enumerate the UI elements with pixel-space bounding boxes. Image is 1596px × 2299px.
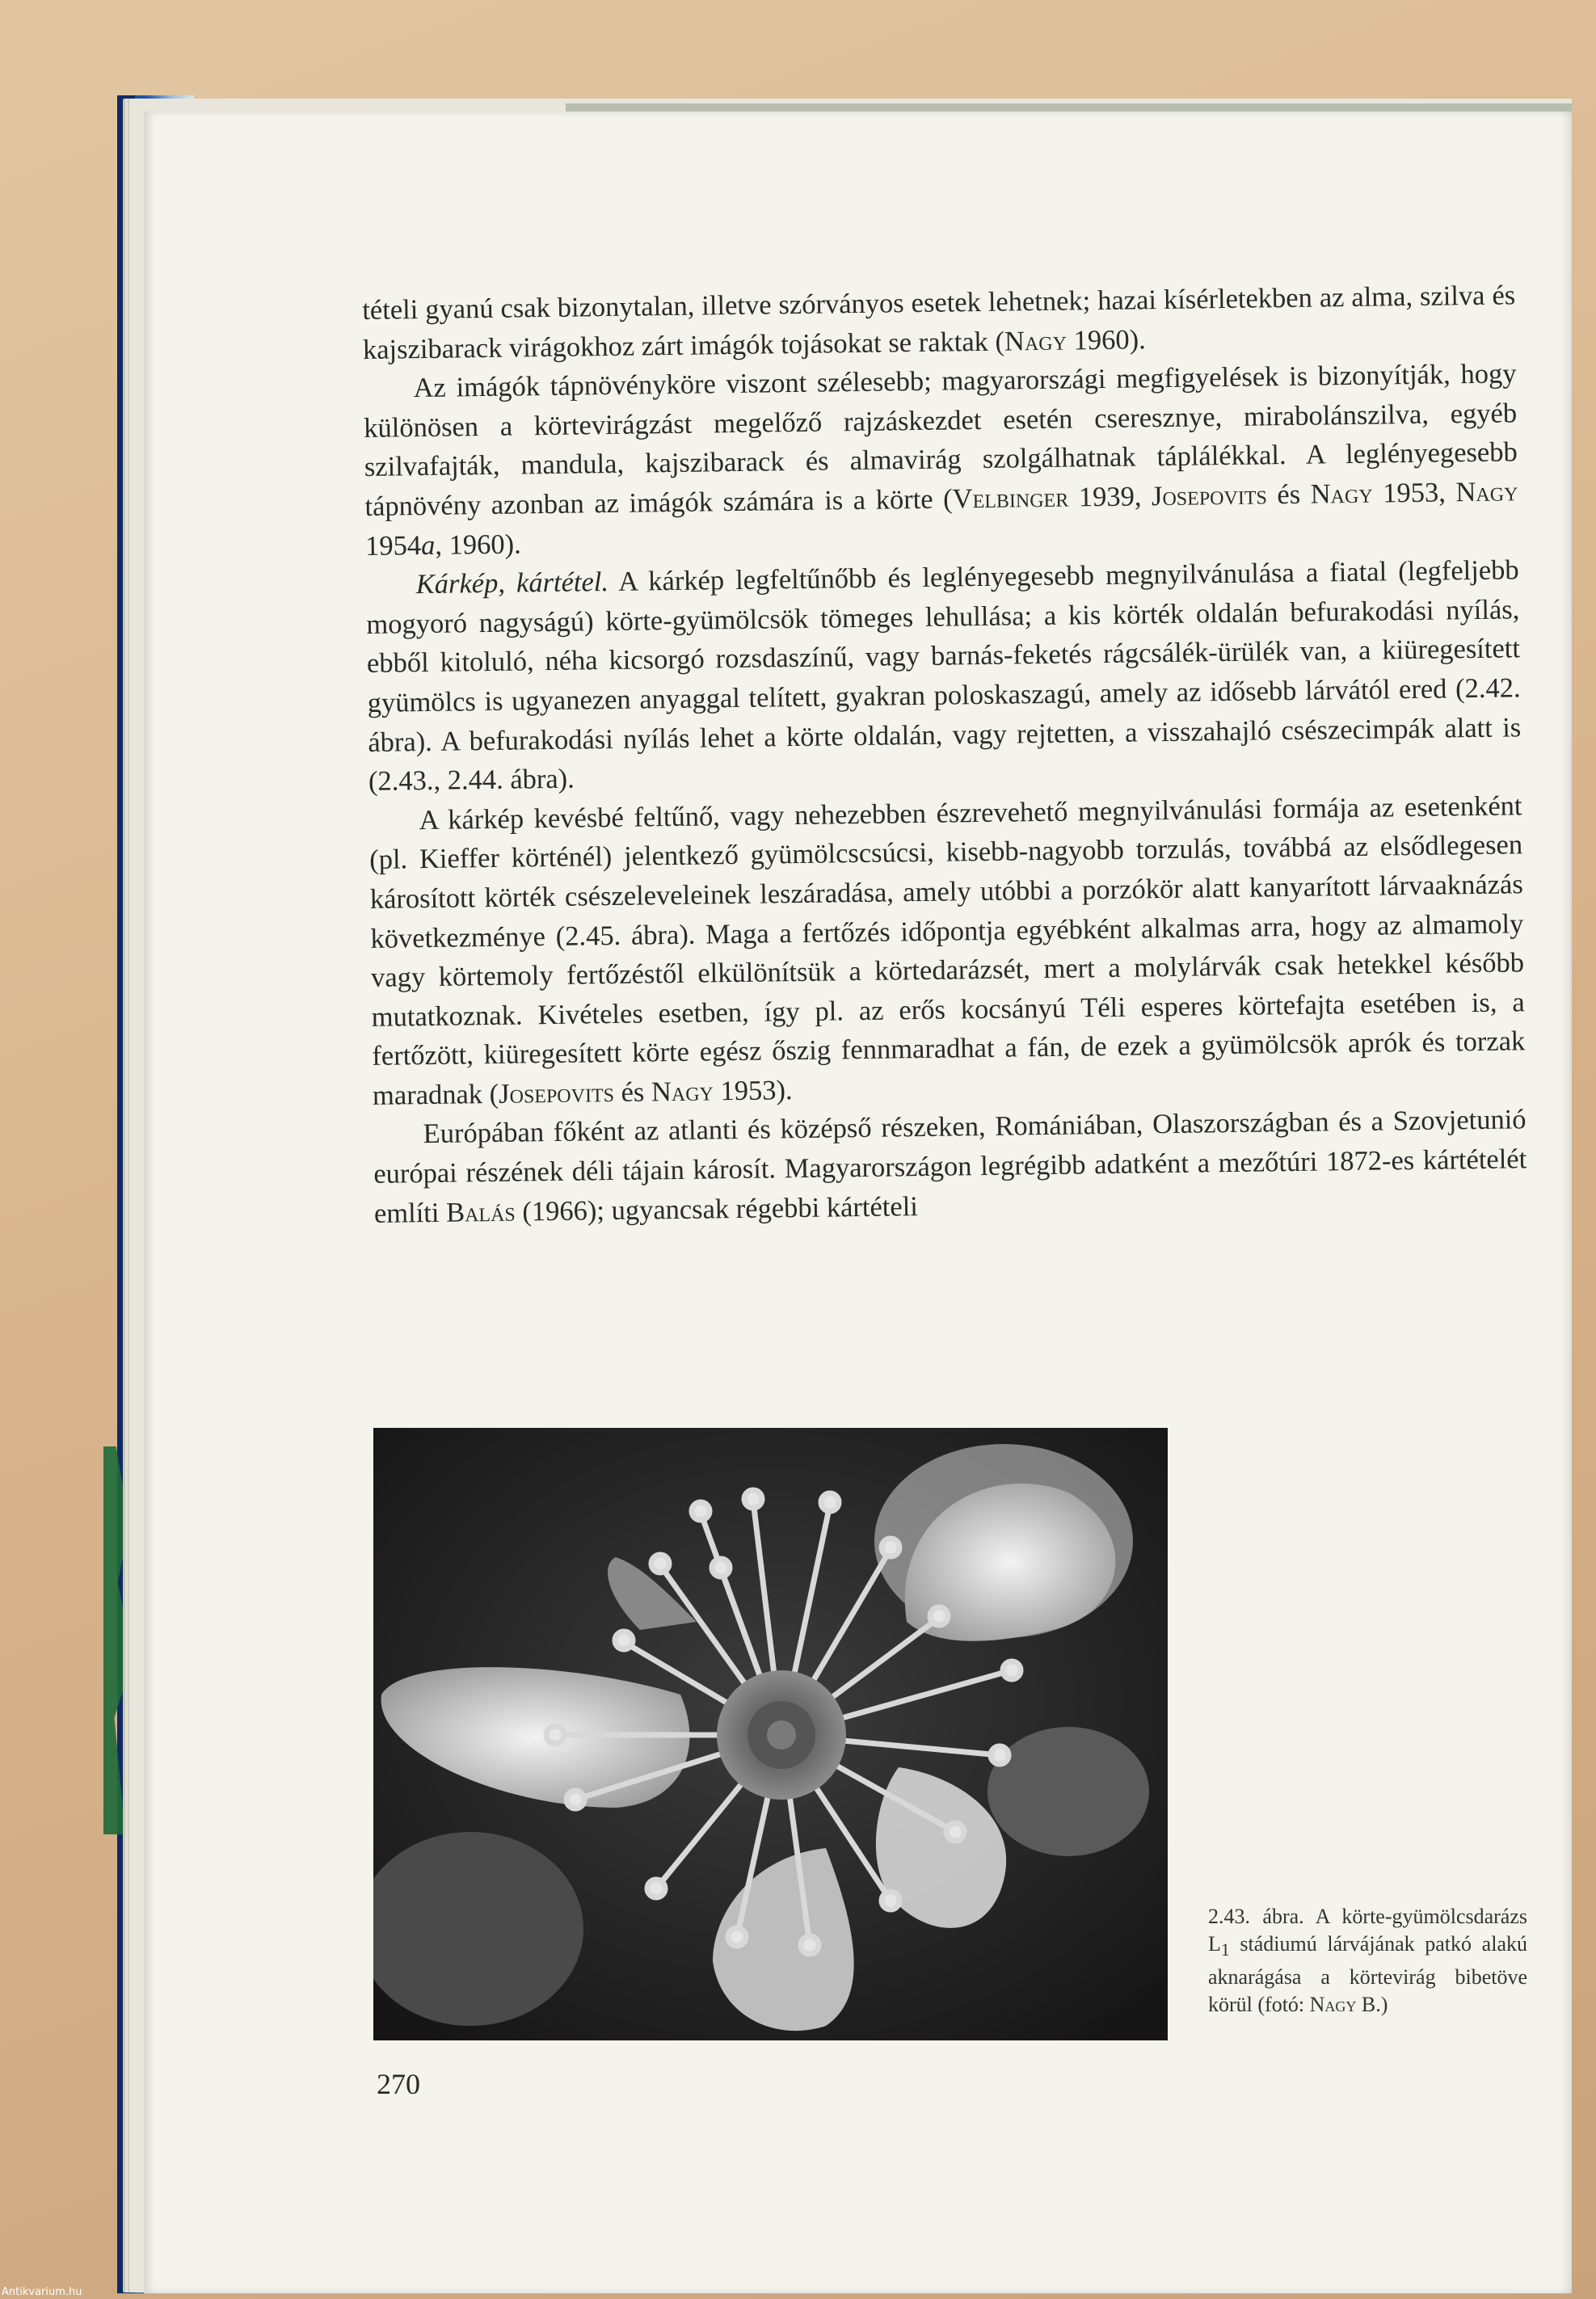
text-run: 1953).	[713, 1074, 793, 1107]
text-run: 1954	[364, 529, 422, 562]
subscript-text: 1	[1220, 1939, 1230, 1960]
text-run: tételi gyanú csak bizonytalan, illetve szórványos esetek lehetnek; hazai kísérletekben az alma, szilva és kajszibarack virágokhoz zárt imágók tojásokat se raktak (	[362, 280, 1516, 365]
author-name: Nagy	[1455, 476, 1518, 508]
body-text	[362, 276, 1527, 1233]
paragraph	[363, 355, 1518, 566]
text-run: stádiumú lárvájának patkó alakú aknarágása a körtevirág bibetöve körül (fotó:	[1208, 1931, 1527, 2016]
author-name: Nagy	[1310, 478, 1373, 510]
figure-caption	[1208, 1903, 1527, 2018]
paragraph	[368, 786, 1526, 1115]
author-name: Nagy B.	[1309, 1992, 1381, 2016]
text-run: 1939,	[1068, 481, 1152, 513]
italic-text: a	[420, 529, 436, 561]
italic-text: Kárkép, kártétel.	[415, 566, 609, 600]
author-name: Josepovits	[498, 1076, 615, 1109]
author-name: Balás	[445, 1196, 516, 1228]
text-run: A kárkép legfeltűnőbb és leglényegesebb megnyilvánulása a fiatal (legfeljebb mogyoró nagyságú) körte-gyümölcsök tömeges lehullása; a kis körték oldalán befurakodási nyílás, ebből kitoluló, néha kicsorgó rozsdaszínű, vagy barnás-feketés rágcsálék-ürülék van, a kiüregesített gyümölcs is ugyanezen anyaggal telített, gyakran poloskaszagú, amely az idősebb lárvától ered (2.42. ábra). A befurakodási nyílás lehet a körte oldalán, vagy rejtetten, a visszahajló csészecimpák alatt is (2.43., 2.44. ábra).	[366, 554, 1522, 798]
text-run: Európában főként az atlanti és középső részeken, Romániában, Olaszországban és a Szovjetunió európai részének déli tájain károsít. Magyarországon legrégibb adatként a mezőtúri 1872-es kártételét említi	[373, 1104, 1527, 1229]
paragraph	[362, 276, 1516, 369]
text-run: és	[613, 1076, 652, 1108]
pear-blossom-image	[373, 1428, 1168, 2040]
text-run: 1960).	[1066, 323, 1146, 356]
flower-photo	[373, 1428, 1168, 2040]
text-run: és	[1266, 478, 1311, 511]
text-run: , 1960).	[435, 528, 521, 561]
text-run: )	[1380, 1992, 1388, 2016]
author-name: Nagy	[651, 1076, 714, 1108]
watermark: Antikvarium.hu	[2, 2286, 82, 2298]
author-name: Josepovits	[1151, 479, 1268, 512]
paragraph	[373, 1101, 1527, 1233]
text-run: Az imágók tápnövényköre viszont szélesebb; magyarországi megfigyelések is bizonyítják, hogy különösen a körtevirágzást megelőző rajzáskezdet esetén cseresznye, mirabolánszilva, egyéb szilvafajták, mandula, kajszibarack és almavirág szolgálhatnak táplálékkal. A leglényegesebb tápnövény azonban az imágók számára is a körte (	[363, 358, 1518, 522]
paragraph	[365, 550, 1522, 801]
text-run: 1953,	[1372, 477, 1456, 509]
page-number: 270	[377, 2068, 420, 2100]
author-name: Nagy	[1004, 325, 1068, 357]
text-run: A kárkép kevésbé feltűnő, vagy nehezebben észrevehető megnyilvánulási formája az esetenként (pl. Kieffer körténél) jelentkező gyümölcscsúcsi, kisebb-nagyobb torzulás, továbbá az elsődlegesen károsított körték csészeleveleinek leszáradása, amely utóbbi a porzókör alatt kanyarított lárvaaknázás következménye (2.45. ábra). Maga a fertőzés időpontja egyébként alkalmas arra, hogy az almamoly vagy körtemoly fertőzéstől elkülönítsük a körtedarázsét, mert a molylárvák csak hetekkel később mutatkoznak. Kivételes esetben, így pl. az erős kocsányú Téli esperes körtefajta esetében is, a fertőzött, kiüregesített körte egész őszig fennmaradhat a fán, de ezek a gyümölcsök aprók és torzak maradnak (	[368, 789, 1526, 1111]
text-run: 2.43. ábra. A körte-gyümölcsdarázs L	[1208, 1905, 1527, 1956]
author-name: Velbinger	[952, 482, 1069, 515]
text-run: (1966); ugyancsak régebbi kártételi	[515, 1190, 919, 1227]
